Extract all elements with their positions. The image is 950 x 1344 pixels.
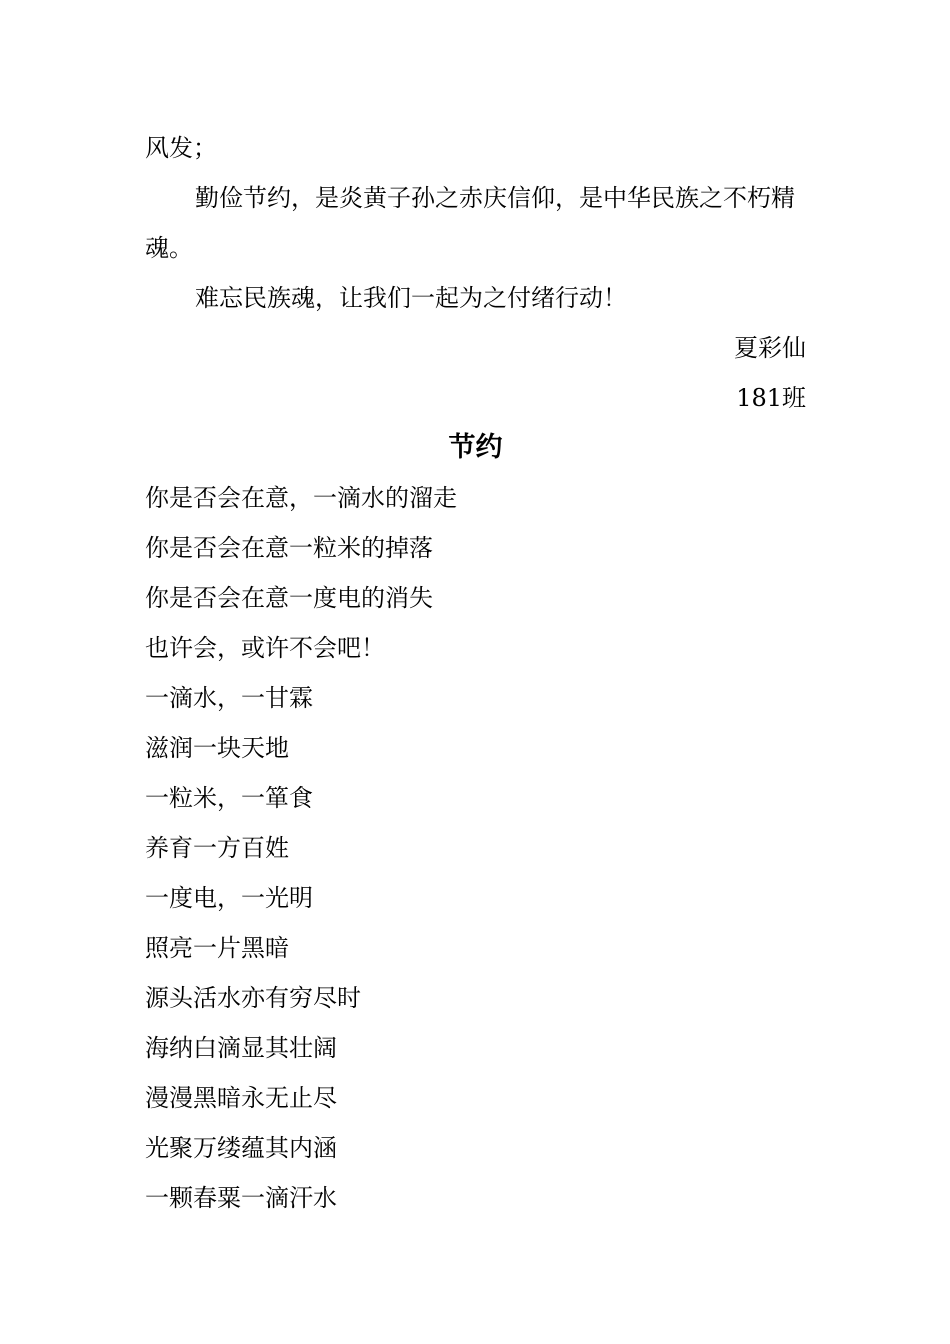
poem-line: 照亮一片黑暗 xyxy=(145,934,289,962)
poem-body xyxy=(145,473,806,1223)
poem-line: 漫漫黑暗永无止尽 xyxy=(145,1084,337,1112)
poem-line: 也许会，或许不会吧！ xyxy=(145,634,385,662)
poem-line: 一粒米，一箪食 xyxy=(145,784,313,812)
poem-line: 源头活水亦有穷尽时 xyxy=(145,984,361,1012)
essay-author: 夏彩仙 xyxy=(734,334,806,362)
essay-paragraph-1: 勤俭节约，是炎黄子孙之赤庆信仰，是中华民族之不朽精魂。 xyxy=(145,184,795,262)
essay-fragment: 风发； xyxy=(145,134,217,162)
essay-paragraph-2: 难忘民族魂，让我们一起为之付绪行动！ xyxy=(195,284,627,312)
poem-title: 节约 xyxy=(448,432,503,463)
poem-line: 光聚万缕蕴其内涵 xyxy=(145,1134,337,1162)
essay-class: 181班 xyxy=(736,384,806,412)
poem-line: 滋润一块天地 xyxy=(145,734,289,762)
poem-line: 养育一方百姓 xyxy=(145,834,289,862)
poem-line: 海纳白滴显其壮阔 xyxy=(145,1034,337,1062)
poem-line: 一度电，一光明 xyxy=(145,884,313,912)
poem-line: 你是否会在意一粒米的掉落 xyxy=(145,534,433,562)
poem-line: 你是否会在意，一滴水的溜走 xyxy=(145,484,457,512)
poem-line: 你是否会在意一度电的消失 xyxy=(145,584,433,612)
poem-line: 一滴水，一甘霖 xyxy=(145,684,313,712)
poem-line: 一颗春粟一滴汗水 xyxy=(145,1184,337,1212)
document-page xyxy=(145,123,806,1223)
